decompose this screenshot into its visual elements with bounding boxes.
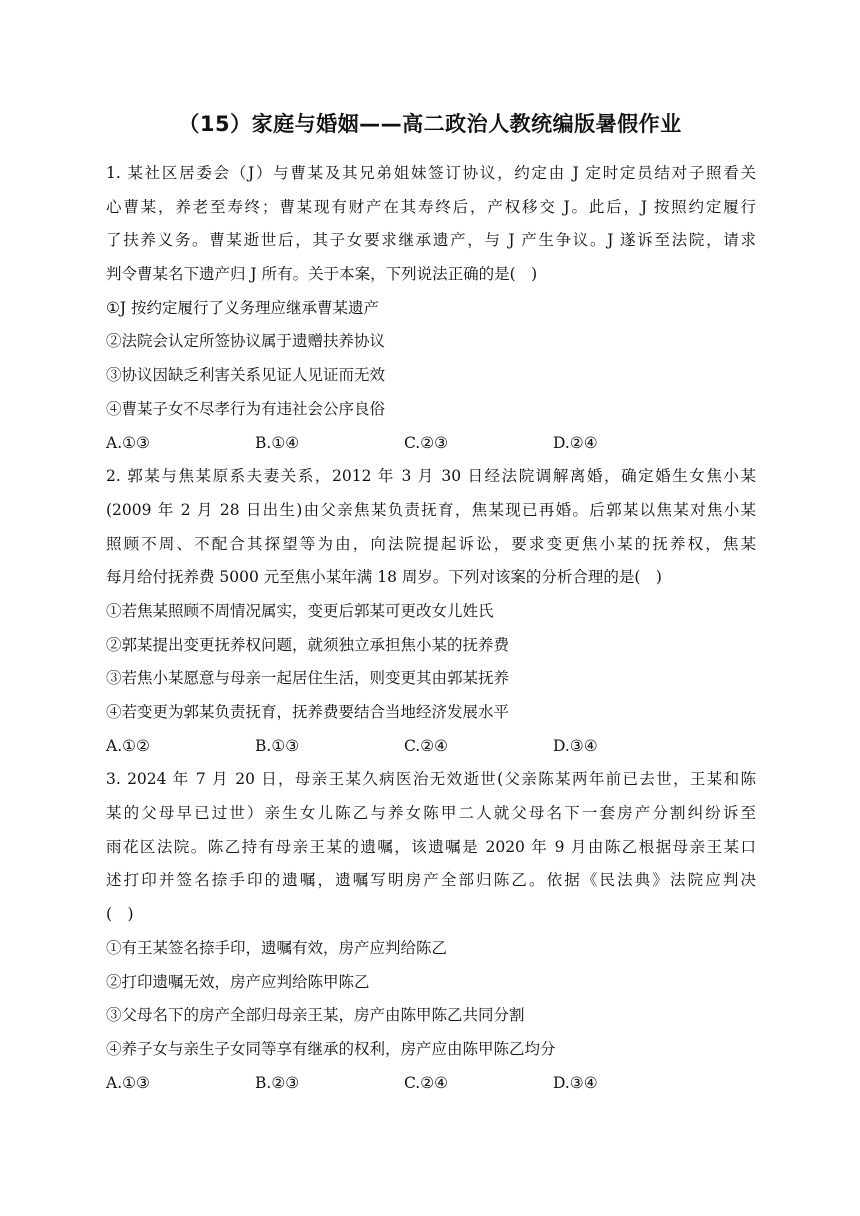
question-1	[106, 157, 756, 460]
option-d[interactable]: D.②④	[553, 433, 598, 452]
page-title: （15）家庭与婚姻——高二政治人教统编版暑假作业	[178, 112, 682, 136]
option-b[interactable]: B.①③	[255, 736, 300, 755]
statement-item: ③父母名下的房产全部归母亲王某，房产由陈甲陈乙共同分割	[106, 1006, 525, 1025]
question-stem-line: 3. 2024 年 7 月 20 日，母亲王某久病医治无效逝世(父亲陈某两年前已去世，王某和陈	[106, 770, 756, 789]
statement-item: ③若焦小某愿意与母亲一起居住生活，则变更其由郭某抚养	[106, 669, 510, 688]
answer-options	[106, 1067, 756, 1101]
question-stem-line: 心曹某，养老至寿终；曹某现有财产在其寿终后，产权移交 J。此后，J 按照约定履行	[106, 197, 756, 216]
option-a[interactable]: A.①③	[106, 1073, 150, 1092]
question-stem-line: 某的父母早已过世）亲生女儿陈乙与养女陈甲二人就父母名下一套房产分割纠纷诉至	[106, 804, 756, 823]
question-stem-line: 雨花区法院。陈乙持有母亲王某的遗嘱，该遗嘱是 2020 年 9 月由陈乙根据母亲王某口	[106, 837, 756, 856]
option-b[interactable]: B.①④	[255, 433, 300, 452]
question-stem-line: 述打印并签名捺手印的遗嘱，遗嘱写明房产全部归陈乙。依据《民法典》法院应判决	[106, 871, 756, 890]
option-d[interactable]: D.③④	[553, 1073, 598, 1092]
question-3	[106, 763, 756, 1100]
question-stem-line: 每月给付抚养费 5000 元至焦小某年满 18 周岁。下列对该案的分析合理的是( )	[106, 568, 662, 587]
statement-item: ②郭某提出变更抚养权问题，就须独立承担焦小某的抚养费	[106, 635, 510, 654]
question-stem-line: 2. 郭某与焦某原系夫妻关系，2012 年 3 月 30 日经法院调解离婚，确定婚生女焦小某	[106, 467, 756, 486]
statement-item: ①有王某签名捺手印，遗嘱有效，房产应判给陈乙	[106, 938, 448, 957]
question-stem-line: ( )	[106, 905, 134, 924]
statement-item: ②法院会认定所签协议属于遗赠扶养协议	[106, 332, 386, 351]
option-a[interactable]: A.①③	[106, 433, 150, 452]
statement-item: ④曹某子女不尽孝行为有违社会公序良俗	[106, 399, 386, 418]
question-stem-line: 了扶养义务。曹某逝世后，其子女要求继承遗产，与 J 产生争议。J 遂诉至法院，请求	[106, 231, 756, 250]
question-stem-line: 照顾不周、不配合其探望等为由，向法院提起诉讼，要求变更焦小某的抚养权，焦某	[106, 534, 756, 553]
option-c[interactable]: C.②④	[404, 1073, 449, 1092]
statement-item: ①J 按约定履行了义务理应继承曹某遗产	[106, 298, 380, 317]
statement-item: ④若变更为郭某负责抚育，抚养费要结合当地经济发展水平	[106, 703, 510, 721]
answer-options	[106, 730, 756, 764]
option-c[interactable]: C.②③	[404, 433, 449, 452]
statement-item: ②打印遗嘱无效，房产应判给陈甲陈乙	[106, 972, 370, 991]
question-stem-line: 1. 某社区居委会（J）与曹某及其兄弟姐妹签订协议，约定由 J 定时定员结对子照看关	[106, 164, 756, 182]
statement-item: ④养子女与亲生子女同等享有继承的权利，房产应由陈甲陈乙均分	[106, 1039, 556, 1058]
questions-body	[106, 157, 756, 1100]
option-a[interactable]: A.①②	[106, 736, 150, 755]
question-stem-line: 判令曹某名下遗产归 J 所有。关于本案，下列说法正确的是( )	[106, 265, 538, 284]
statement-item: ③协议因缺乏利害关系见证人见证而无效	[106, 366, 386, 385]
statement-item: ①若焦某照顾不周情况属实，变更后郭某可更改女儿姓氏	[106, 601, 494, 620]
option-c[interactable]: C.②④	[404, 736, 449, 755]
question-2	[106, 460, 756, 763]
answer-options	[106, 427, 756, 461]
option-d[interactable]: D.③④	[553, 736, 598, 755]
option-b[interactable]: B.②③	[255, 1073, 300, 1092]
question-stem-line: (2009 年 2 月 28 日出生)由父亲焦某负责抚育，焦某现已再婚。后郭某以焦某对焦小某	[106, 500, 756, 519]
